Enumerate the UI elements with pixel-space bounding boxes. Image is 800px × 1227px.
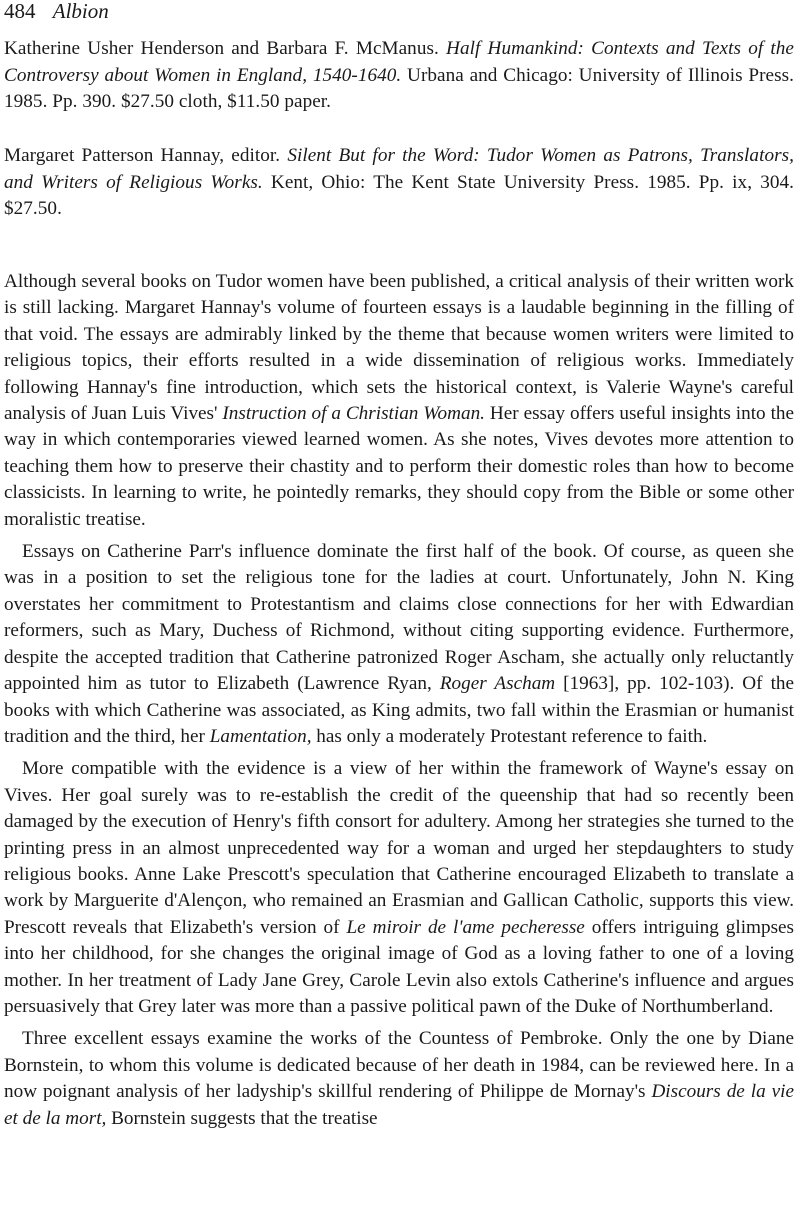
paragraph-text: has only a moderately Protestant reference to faith. [316,725,708,747]
journal-title: Albion [52,0,109,23]
citation-publisher: Kent, Ohio: The Kent State University Press. 1985. Pp. ix, 304. $27.50. [4,171,794,220]
review-paragraph [4,539,794,750]
citation-title: Silent But for the Word: Tudor Women as Patrons, Translators, and Writers of Religious Works. [4,145,794,193]
paragraph-text: Bornstein suggests that the treatise [111,1107,378,1129]
paragraph-text: More compatible with the evidence is a view of her within the framework of Wayne's essay on Vives. Her goal surely was to re-establish the credit of the queenship that had so recently been damaged by the execution of Henry's fifth consort for adultery. Among her strategies she turned to the printing press in an almost unprecedented way for a woman and urged her stepdaughters to study religious books. Anne Lake Prescott's speculation that Catherine encouraged Elizabeth to translate a work by Marguerite d'Alençon, who remained an Erasmian and Gallican Catholic, supports this view. Prescott reveals that Elizabeth's version of [4,758,794,938]
book-title-italic: Le miroir de l'ame pecheresse [346,916,585,938]
paragraph-text: [1963], pp. 102-103). Of the books with which Catherine was associated, as King admits, two fall within the Erasmian or humanist tradition and the third, her [4,673,795,747]
citation-title: Half Humankind: Contexts and Texts of the Controversy about Women in England, 1540-1640. [4,38,794,86]
page-number: 484 [4,0,36,23]
citation-authors: Margaret Patterson Hannay, editor. [4,145,281,166]
review-paragraph [4,269,794,533]
book-title-italic: Lamentation, [209,725,312,747]
citation-authors: Katherine Usher Henderson and Barbara F. McManus. [4,38,439,59]
review-paragraph [4,1026,794,1132]
paragraph-text: offers intriguing glimpses into her childhood, for she changes the original image of God as a loving father to one of a loving mother. In her treatment of Lady Jane Grey, Carole Levin also extols Catherine's influence and argues persuasively that Grey later was more than a passive political pawn of the Duke of Northumberland. [4,916,795,1017]
paragraph-text: Her essay offers useful insights into the way in which contemporaries viewed learned women. As she notes, Vives devotes more attention to teaching them how to preserve their chastity and to perform their domestic roles than how to become classicists. In learning to write, he pointedly remarks, they should copy from the Bible or some other moralistic treatise. [4,403,795,530]
running-head [4,0,109,25]
paragraph-text: Although several books on Tudor women have been published, a critical analysis of their written work is still lacking. Margaret Hannay's volume of fourteen essays is a laudable beginning in the filling of that void. The essays are admirably linked by the theme that because women writers were limited to religious topics, their efforts resulted in a wide dissemination of religious works. Immediately following Hannay's fine introduction, which sets the historical context, is Valerie Wayne's careful analysis of Juan Luis Vives' [4,271,794,425]
citation-publisher: Urbana and Chicago: University of Illinois Press. 1985. Pp. 390. $27.50 cloth, $11.50 paper. [4,64,794,113]
book-citation [4,36,794,116]
review-paragraph [4,756,794,1020]
review-body [4,269,794,1132]
paragraph-text: Three excellent essays examine the works of the Countess of Pembroke. Only the one by Diane Bornstein, to whom this volume is dedicated because of her death in 1984, can be reviewed here. In a now poignant analysis of her ladyship's skillful rendering of Philippe de Mornay's [4,1028,794,1103]
book-title-italic: Roger Ascham [439,673,556,695]
book-citation [4,143,794,223]
book-title-italic: Instruction of a Christian Woman. [222,403,485,425]
book-title-italic: Discours de la vie et de la mort, [4,1081,794,1129]
paragraph-text: Essays on Catherine Parr's influence dominate the first half of the book. Of course, as queen she was in a position to set the religious tone for the ladies at court. Unfortunately, John N. King overstates her commitment to Protestantism and claims close connections for her with Edwardian reformers, such as Mary, Duchess of Richmond, without citing supporting evidence. Furthermore, despite the accepted tradition that Catherine patronized Roger Ascham, she actually only reluctantly appointed him as tutor to Elizabeth (Lawrence Ryan, [4,541,794,695]
